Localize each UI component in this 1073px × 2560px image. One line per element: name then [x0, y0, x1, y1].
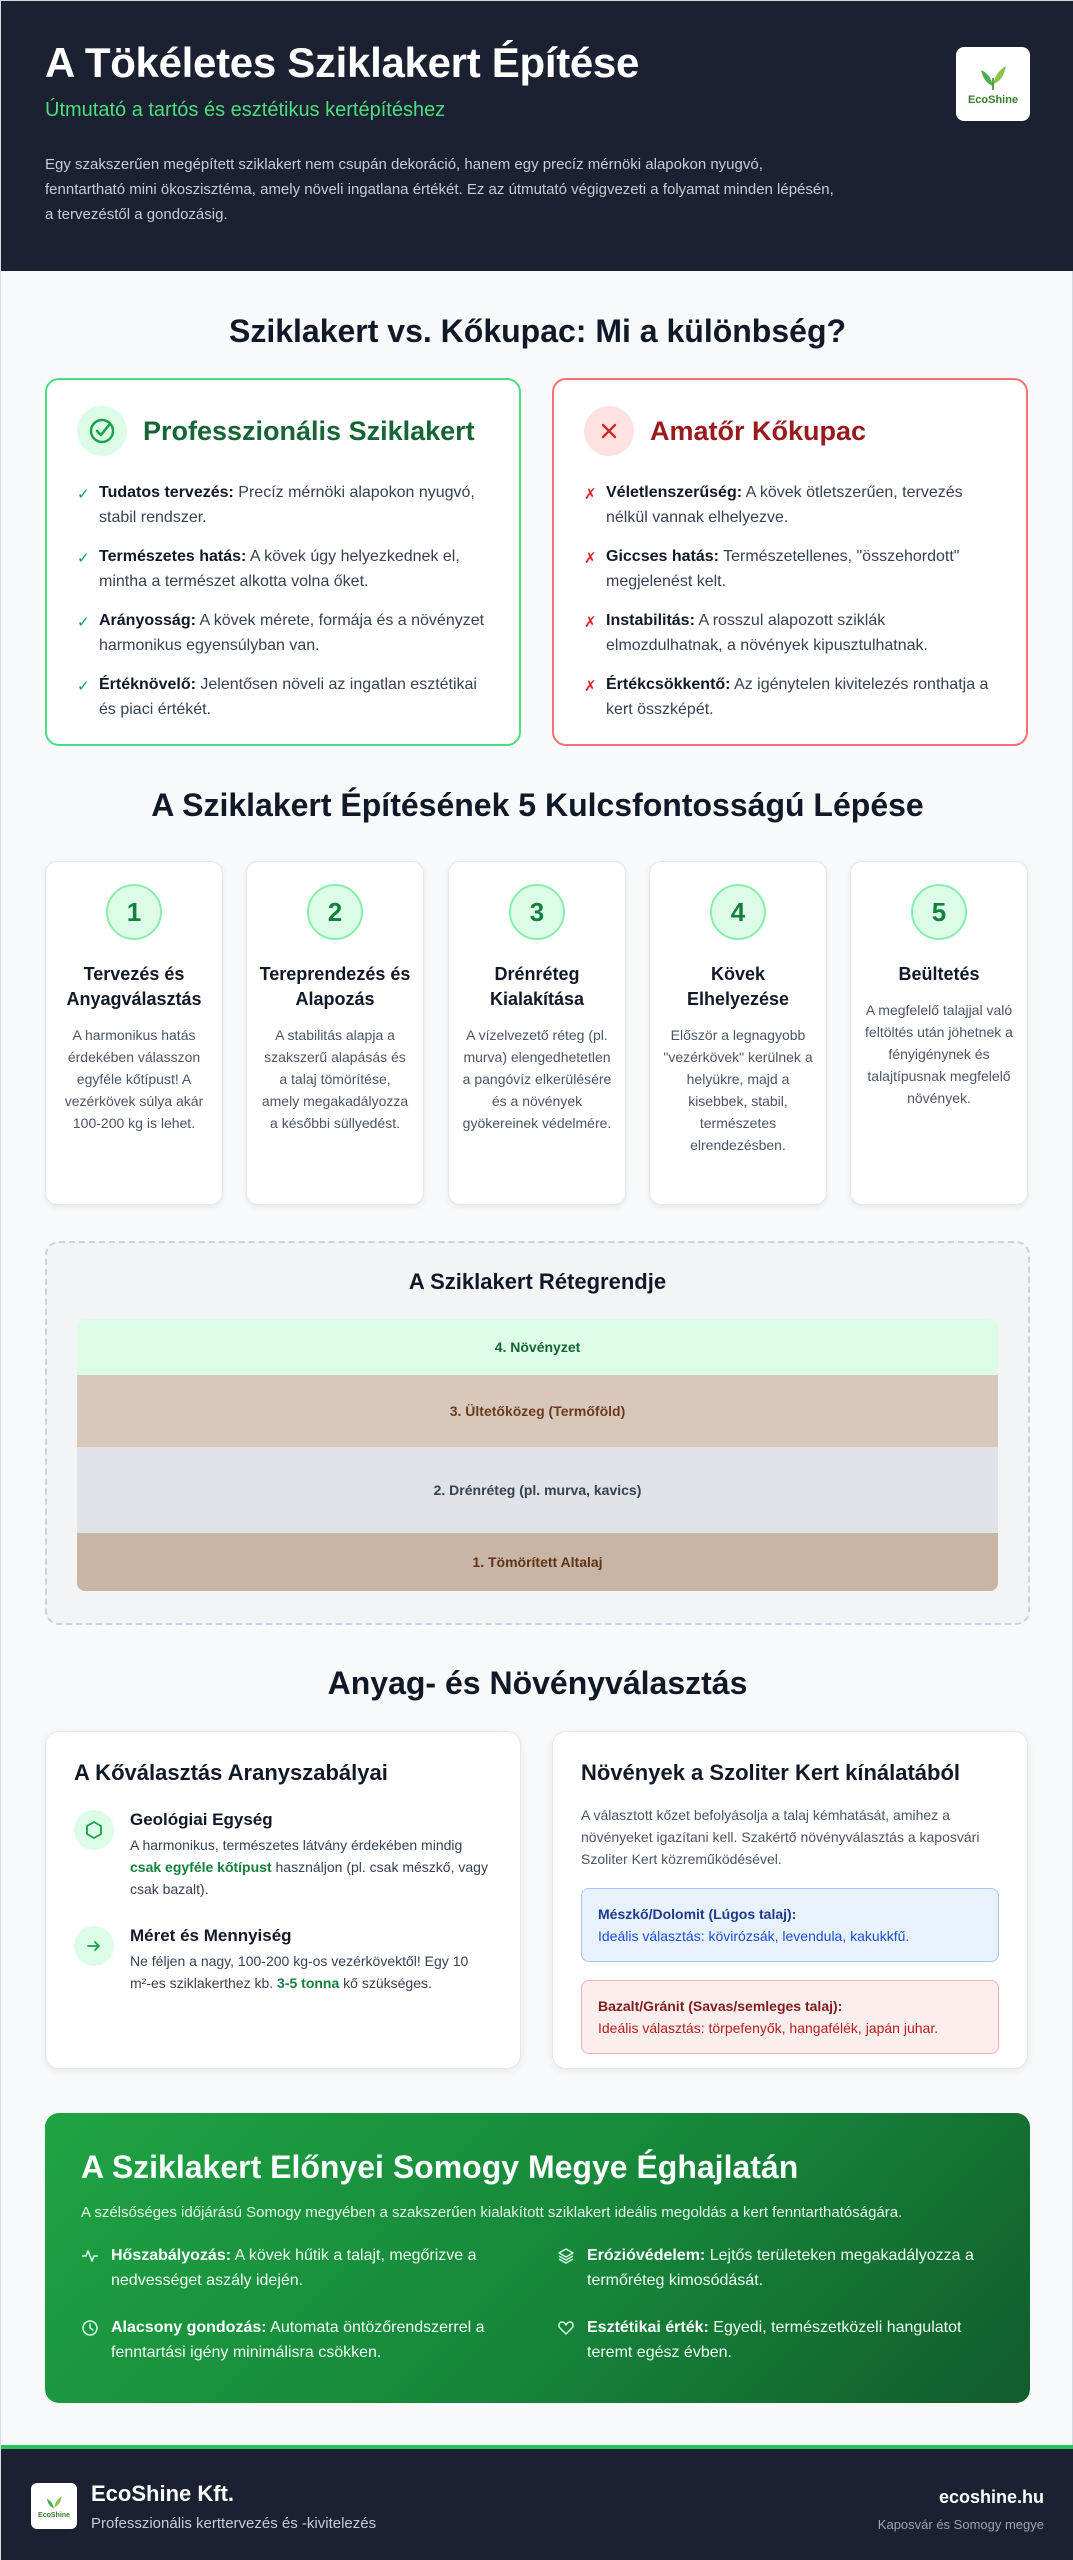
professional-card-title: Professzionális Sziklakert: [143, 415, 475, 446]
page-subtitle: Útmutató a tartós és esztétikus kertépítéshez: [45, 99, 446, 121]
website-link[interactable]: ecoshine.hu: [938, 2487, 1044, 2507]
benefits-lead: A szélsőséges időjárású Somogy megyében a szakszerűen kialakított sziklakert ideális megoldás a kert fenntarthatóságára.: [81, 2204, 903, 2221]
benefits-title: A Sziklakert Előnyei Somogy Megye Éghajlatán: [81, 2149, 799, 2185]
list-item: ✗ Véletlenszerűség: A kövek ötletszerűen, tervezés nélkül vannak elhelyezve.: [584, 480, 996, 530]
layers-title: A Sziklakert Rétegrendje: [408, 1269, 667, 1294]
pulse-icon: [81, 2247, 111, 2293]
cross-icon: ✗: [584, 614, 597, 631]
step-title: Kövek Elhelyezése: [686, 964, 790, 1009]
step-title: Beültetés: [898, 964, 980, 984]
x-icon: [584, 406, 634, 456]
amateur-card: [552, 378, 1028, 746]
list-item: ✓ Természetes hatás: A kövek úgy helyezkednek el, mintha a természet alkotta volna őket.: [77, 544, 489, 594]
checkmark-icon: ✓: [77, 486, 90, 503]
list-item: ✓ Tudatos tervezés: Precíz mérnöki alapokon nyugvó, stabil rendszer.: [77, 480, 489, 530]
layer-subsoil: 1. Tömörített Altalaj: [77, 1533, 998, 1591]
list-item: ✓ Értéknövelő: Jelentősen növeli az ingatlan esztétikai és piaci értékét.: [77, 672, 489, 722]
step-title: Drénréteg Kialakítása: [489, 964, 585, 1009]
hexagon-icon: [74, 1810, 114, 1850]
step-number: 1: [106, 884, 162, 940]
cross-icon: ✗: [584, 550, 597, 567]
plants-title: Növények a Szoliter Kert kínálatából: [581, 1760, 961, 1785]
benefit-item: Alacsony gondozás: Automata öntözőrendszerrel a fenntartási igény minimálisra csökken.: [81, 2315, 511, 2365]
benefit-item: Hőszabályozás: A kövek hűtik a talajt, megőrizve a nedvességet aszály idején.: [81, 2243, 511, 2293]
step-title: Tereprendezés és Alapozás: [259, 964, 411, 1009]
cross-icon: ✗: [584, 678, 597, 695]
arrow-right-icon: [74, 1926, 114, 1966]
logo-text: EcoShine: [967, 94, 1019, 106]
layer-drainage: 2. Drénréteg (pl. murva, kavics): [77, 1447, 998, 1533]
professional-card: [45, 378, 521, 746]
leaf-icon: [43, 2494, 65, 2512]
footer-logo: EcoShine: [31, 2483, 77, 2529]
step-title: Tervezés és Anyagválasztás: [66, 964, 202, 1009]
step-text: A vízelvezető réteg (pl. murva) elengedhetetlen a pangóvíz elkerülésére és a növények gyökereinek védelmére.: [462, 1027, 612, 1131]
step-card-3: [448, 861, 626, 1205]
steps-title: A Sziklakert Építésének 5 Kulcsfontosságú Lépése: [151, 787, 924, 823]
layer-vegetation: 4. Növényzet: [77, 1319, 998, 1375]
rule-geology: Geológiai Egység A harmonikus, természetes látvány érdekében mindig csak egyféle kőtípust használjon (pl. csak mészkő, vagy csak bazalt).: [74, 1810, 492, 1900]
stone-rules-title: A Kőválasztás Aranyszabályai: [74, 1760, 388, 1785]
comparison-title: Sziklakert vs. Kőkupac: Mi a különbség?: [228, 313, 847, 349]
cross-icon: ✗: [584, 486, 597, 503]
list-item: ✗ Giccses hatás: Természetellenes, "összehordott" megjelenést kelt.: [584, 544, 996, 594]
leaf-icon: [976, 62, 1010, 92]
step-card-2: [246, 861, 424, 1205]
rule-size: Méret és Mennyiség Ne féljen a nagy, 100-200 kg-os vezérkövektől! Egy 10 m²-es sziklakerthez kb. 3-5 tonna kő szükséges.: [74, 1926, 492, 1994]
step-number: 2: [307, 884, 363, 940]
benefit-item: Erózióvédelem: Lejtős területeken megakadályozza a termőréteg kimosódását.: [557, 2243, 987, 2293]
benefits-panel: [45, 2113, 1030, 2403]
intro-text: Egy szakszerűen megépített sziklakert nem csupán dekoráció, hanem egy precíz mérnöki alapokon nyugvó, fenntartható mini ökoszisztéma, amely növeli ingatlana értékét. Ez az útmutató végigvezeti a folyamat minden lépésén, a tervezéstől a gondozásig.: [45, 156, 834, 223]
amateur-card-title: Amatőr Kőkupac: [650, 415, 867, 446]
step-text: A harmonikus hatás érdekében válasszon egyféle kőtípust! A vezérkövek súlya akár 100-200 kg is lehet.: [64, 1027, 204, 1131]
layers-diagram: [45, 1241, 1030, 1625]
checkmark-icon: ✓: [77, 550, 90, 567]
acidic-soil-box: Bazalt/Gránit (Savas/semleges talaj): Ideális választás: törpefenyők, hangafélék, japán juhar.: [581, 1980, 999, 2054]
stone-rules-card: [45, 1731, 521, 2069]
check-circle-icon: [77, 406, 127, 456]
plants-card: [552, 1731, 1028, 2069]
step-number: 4: [710, 884, 766, 940]
checkmark-icon: ✓: [77, 678, 90, 695]
checkmark-icon: ✓: [77, 614, 90, 631]
clock-icon: [81, 2319, 111, 2365]
list-item: ✓ Arányosság: A kövek mérete, formája és a növényzet harmonikus egyensúlyban van.: [77, 608, 489, 658]
list-item: ✗ Instabilitás: A rosszul alapozott sziklák elmozdulhatnak, a növények kipusztulhatnak.: [584, 608, 996, 658]
footer: [1, 2445, 1073, 2560]
layer-growing-medium: 3. Ültetőközeg (Termőföld): [77, 1375, 998, 1447]
step-card-4: [649, 861, 827, 1205]
list-item: ✗ Értékcsökkentő: Az igénytelen kivitelezés ronthatja a kert összképét.: [584, 672, 996, 722]
step-text: Először a legnagyobb "vezérkövek" kerülnek a helyükre, majd a kisebbek, stabil, természetes elrendezésben.: [663, 1027, 813, 1153]
service-region: Kaposvár és Somogy megye: [877, 2517, 1044, 2532]
company-tagline: Professzionális kerttervezés és -kivitelezés: [91, 2515, 377, 2532]
header: [1, 1, 1073, 271]
page-title: A Tökéletes Sziklakert Építése: [45, 39, 640, 86]
layers-icon: [557, 2247, 587, 2293]
step-text: A stabilitás alapja a szakszerű alapásás és a talaj tömörítése, amely megakadályozza a későbbi süllyedést.: [261, 1027, 409, 1131]
step-text: A megfelelő talajjal való feltöltés után jöhetnek a fényigénynek és talajtípusnak megfelelő növények.: [865, 1002, 1013, 1106]
heart-icon: [557, 2319, 587, 2365]
benefit-item: Esztétikai érték: Egyedi, természetközeli hangulatot teremt egész évben.: [557, 2315, 987, 2365]
ecoshine-logo: [956, 47, 1030, 121]
step-card-1: [45, 861, 223, 1205]
step-number: 5: [911, 884, 967, 940]
materials-title: Anyag- és Növényválasztás: [327, 1665, 748, 1701]
step-card-5: [850, 861, 1028, 1205]
plants-description: A választott kőzet befolyásolja a talaj kémhatását, amihez a növényeket igazítani kell. Szakértő növényválasztás a kaposvári Szoliter Kert közreműködésével.: [581, 1807, 980, 1867]
company-name: EcoShine Kft.: [91, 2481, 235, 2506]
step-number: 3: [509, 884, 565, 940]
alkaline-soil-box: Mészkő/Dolomit (Lúgos talaj): Ideális választás: kövirózsák, levendula, kakukkfű.: [581, 1888, 999, 1962]
